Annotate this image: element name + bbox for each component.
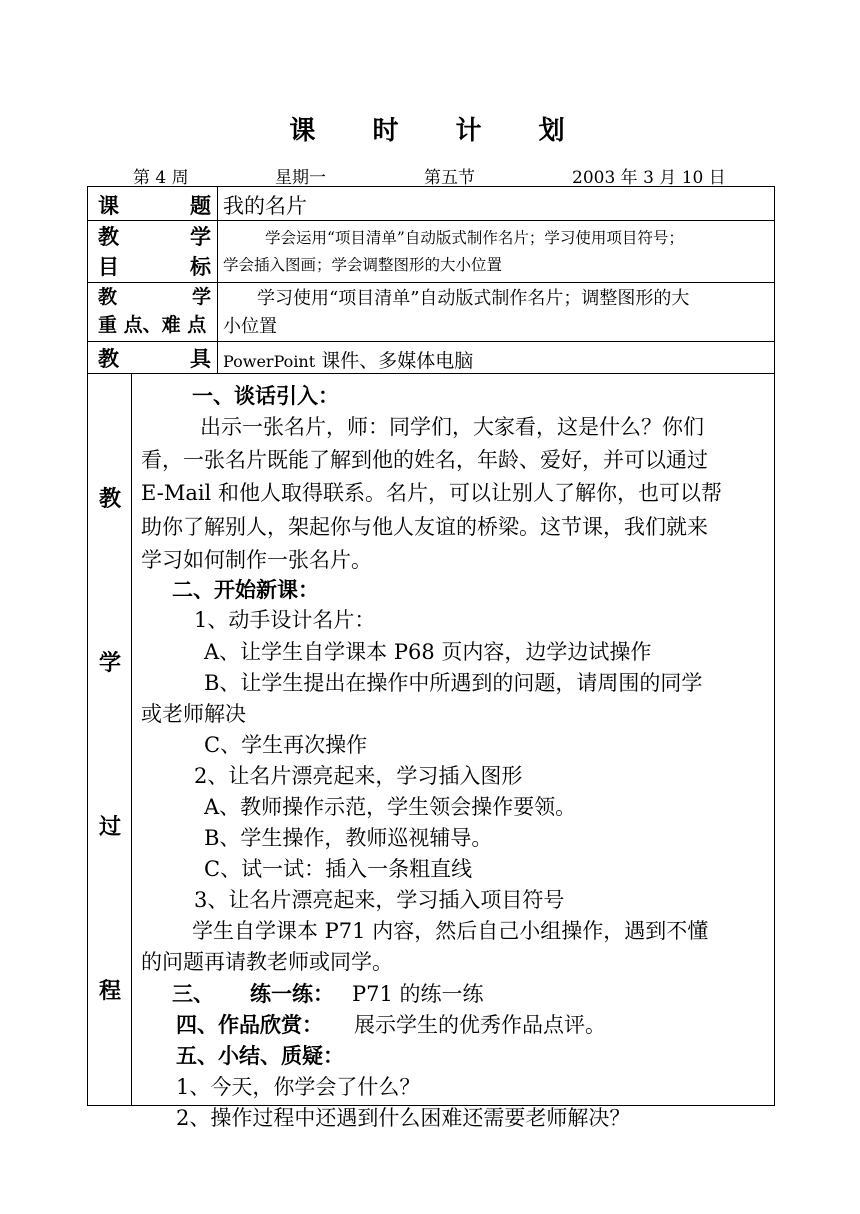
step-line: 或老师解决 <box>141 702 246 726</box>
step-line: B、学生操作，教师巡视辅导。 <box>204 826 493 850</box>
process-side-label: 教 学 过 程 <box>88 374 132 1106</box>
section-4-text: 展示学生的优秀作品点评。 <box>354 1013 606 1037</box>
step-line: 的问题再请教老师或同学。 <box>141 950 393 974</box>
paragraph-line: 出示一张名片，师：同学们，大家看，这是什么？你们 <box>200 415 704 439</box>
summary-question: 2、操作过程中还遇到什么困难还需要老师解决？ <box>176 1106 631 1130</box>
section-3-text: P71 的练一练 <box>352 982 484 1006</box>
keypoints-label: 教 学 重 点、难 点 <box>98 286 211 336</box>
tools-value: PowerPoint 课件、多媒体电脑 <box>223 350 474 372</box>
step-line: C、试一试：插入一条粗直线 <box>204 857 473 881</box>
goals-row <box>88 221 775 283</box>
section-5-heading: 五、小结、质疑： <box>176 1043 344 1068</box>
weekday-label: 星期一 <box>275 168 326 188</box>
goals-label: 教 学 目 标 <box>98 224 211 279</box>
date-label: 2003 年 3 月 10 日 <box>572 168 726 188</box>
period-label: 第五节 <box>424 168 475 188</box>
step-1-heading: 1、动手设计名片： <box>194 608 376 632</box>
section-2-heading: 二、开始新课： <box>172 577 319 602</box>
step-2-heading: 2、让名片漂亮起来，学习插入图形 <box>194 764 523 788</box>
process-content <box>132 374 775 1130</box>
step-line: A、让学生自学课本 P68 页内容，边学边试操作 <box>204 640 652 664</box>
page-title: 课 时 计 划 <box>289 116 589 146</box>
summary-question: 1、今天，你学会了什么？ <box>176 1075 421 1099</box>
lesson-plan-table <box>87 186 775 1130</box>
goals-value: 学会运用“项目清单”自动版式制作名片；学习使用项目符号； 学会插入图画；学会调整图形的大小位置 <box>223 229 684 274</box>
step-line: B、让学生提出在操作中所遇到的问题，请周围的同学 <box>204 671 703 695</box>
step-3-heading: 3、让名片漂亮起来，学习插入项目符号 <box>194 888 565 912</box>
tools-label: 教 具 <box>98 346 211 371</box>
section-1-heading: 一、谈话引入： <box>192 383 339 408</box>
process-row <box>88 374 775 1106</box>
paragraph-line: 看，一张名片既能了解到他的姓名，年龄、爱好，并可以通过 <box>141 448 708 472</box>
topic-label: 课 题 <box>98 193 211 218</box>
paragraph-line: 助你了解别人，架起你与他人友谊的桥梁。这节课，我们就来 <box>141 515 708 539</box>
section-3-title: 练一练： <box>250 981 334 1006</box>
keypoints-value: 学习使用“项目清单”自动版式制作名片；调整图形的大 小位置 <box>223 288 690 337</box>
week-label: 第 4 周 <box>133 168 189 188</box>
keypoints-row <box>88 283 775 342</box>
section-4-heading: 四、作品欣赏： <box>176 1012 323 1037</box>
paragraph-line: 学习如何制作一张名片。 <box>141 548 372 572</box>
step-line: A、教师操作示范，学生领会操作要领。 <box>204 795 577 819</box>
section-3-heading: 三、 <box>172 981 214 1006</box>
tools-row <box>88 342 775 374</box>
topic-row <box>88 187 775 221</box>
step-line: 学生自学课本 P71 内容，然后自己小组操作，遇到不懂 <box>192 919 709 943</box>
topic-value: 我的名片 <box>223 194 307 218</box>
paragraph-line: E-Mail 和他人取得联系。名片，可以让别人了解你，也可以帮 <box>141 481 722 505</box>
step-line: C、学生再次操作 <box>204 733 368 757</box>
